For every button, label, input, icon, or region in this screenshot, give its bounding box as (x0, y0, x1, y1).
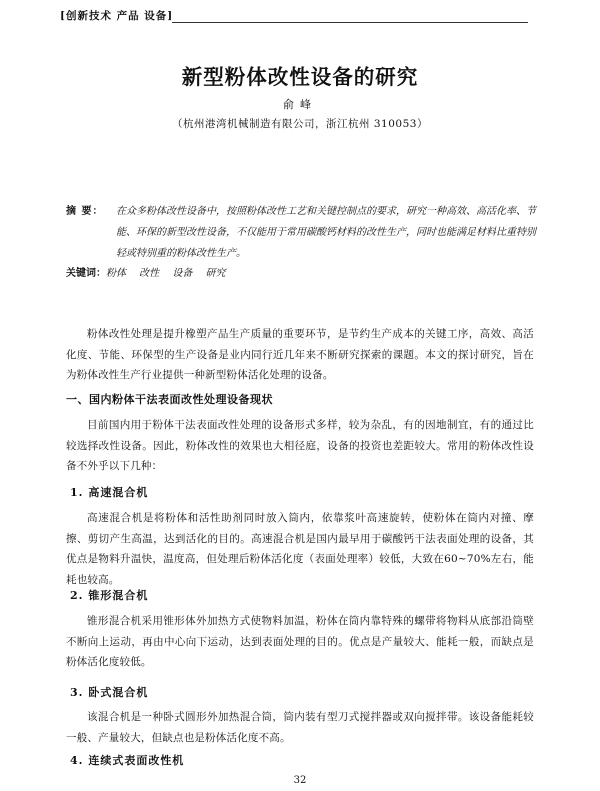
abstract-label: 摘 要： (66, 206, 104, 217)
keywords-text: 粉体 改性 设备 研究 (106, 268, 226, 279)
header-rule (172, 22, 528, 23)
item-heading: 2. 锥形混合机 (70, 589, 149, 602)
item-heading: 4. 连续式表面改性机 (70, 754, 185, 767)
abstract (66, 201, 536, 264)
item-paragraph: 高速混合机是将粉体和活性助剂同时放入筒内，依靠浆叶高速旋转，使粉体在筒内对撞、摩擦、剪切产生高温，达到活化的目的。高速混合机是国内最早用于碳酸钙干法表面处理的设备，其优点是物料升温快，温度高，但处理后粉体活化度（表面处理率）较低，大致在60~70%左右，能耗也较高。 (66, 512, 534, 586)
item-paragraph: 锥形混合机采用锥形体外加热方式使物料加温，粉体在筒内靠特殊的螺带将物料从底部沿筒壁不断向上运动，再由中心向下运动，达到表面处理的目的。优点是产量较大、能耗一般，而缺点是粉体活化度较低。 (66, 615, 534, 668)
section-heading: 一、国内粉体干法表面改性处理设备现状 (66, 393, 273, 406)
item-heading: 1. 高速混合机 (70, 486, 149, 499)
author-affiliation: （杭州港湾机械制造有限公司，浙江杭州 310053） (172, 118, 428, 130)
journal-section-tag: [创新技术 产品 设备] (60, 10, 174, 22)
abstract-text: 在众多粉体改性设备中，按照粉体改性工艺和关键控制点的要求，研究一种高效、高活化率、节能、环保的新型改性设备，不仅能用于常用碳酸钙材料的改性生产，同时也能满足材料比重特别轻或特别重的粉体改性生产。 (116, 206, 536, 259)
running-header (60, 8, 530, 26)
item-heading: 3. 卧式混合机 (70, 686, 149, 699)
section-paragraph: 目前国内用于粉体干法表面改性处理的设备形式多样，较为杂乱，有的因地制宜，有的通过比较选择改性设备。因此，粉体改性的效果也大相径庭，设备的投资也差距较大。常用的粉体改性设备不外乎以下几种： (66, 419, 534, 472)
intro-paragraph: 粉体改性处理是提升橡塑产品生产质量的重要环节，是节约生产成本的关键工序，高效、高活化度、节能、环保型的生产设备是业内同行近几年来不断研究探索的课题。本文的探讨研究，旨在为粉体改性生产行业提供一种新型粉体活化处理的设备。 (66, 328, 534, 381)
page-number: 32 (293, 775, 307, 786)
author-name: 俞峰 (283, 98, 317, 111)
keywords-label: 关键词： (66, 268, 106, 279)
item-paragraph: 该混合机是一种卧式圆形外加热混合筒，筒内装有型刀式搅拌器或双向搅拌带。该设备能耗较一般、产量较大，但缺点也是粉体活化度不高。 (66, 711, 534, 744)
article-title: 新型粉体改性设备的研究 (181, 65, 419, 89)
keywords (66, 264, 536, 279)
